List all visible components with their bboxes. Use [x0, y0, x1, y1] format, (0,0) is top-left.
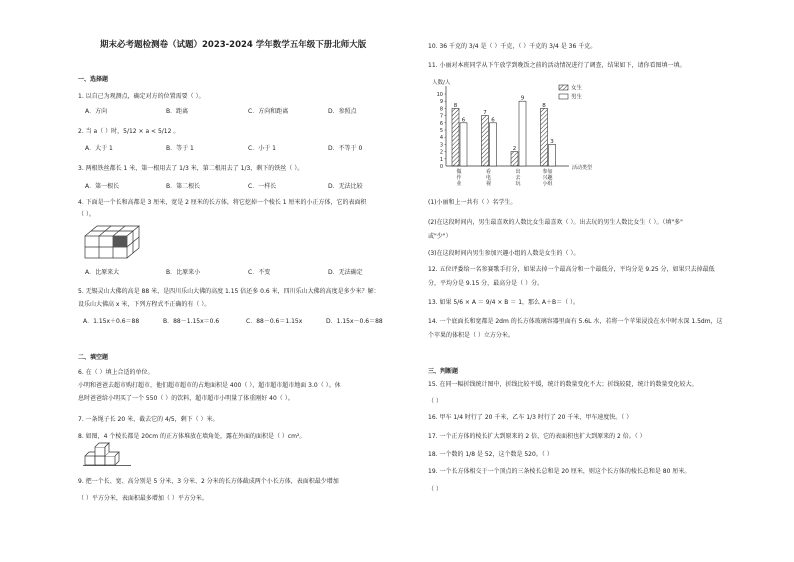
- question-1: 1. 以自己为观测点，确定对方的位置需要（ ）。: [78, 93, 205, 100]
- q2-option-c: C．小于 1: [248, 145, 276, 152]
- bar-value-label: 8: [453, 102, 458, 109]
- q1-option-a: A．方向: [85, 108, 108, 115]
- question-10: 10. 36 千克的 3/4 是（ ）千克，（ ）千克的 3/4 是 36 千克。: [428, 43, 597, 50]
- section-fill-heading: 二、填空题: [78, 354, 109, 361]
- q2-option-b: B．等于 1: [166, 145, 194, 152]
- q1-option-d: D．参照点: [328, 108, 357, 115]
- bar-girls: [511, 152, 518, 166]
- question-16: 16. 甲车 1/4 时行了 20 千米，乙车 1/3 时行了 20 千米，甲车速度快。（ ）: [428, 414, 633, 421]
- question-5-line2: 设乐山大佛高 x 米，下列方程式不正确的有（ ）。: [78, 301, 211, 308]
- question-18: 18. 一个数的 1/8 是 52，这个数是 520。（ ）: [428, 451, 553, 458]
- bar-girls: [452, 108, 459, 166]
- y-tick-label: 7: [439, 113, 443, 120]
- question-8: 8. 如图，4 个棱长都是 20cm 的正方体堆放在墙角处，露在外面的面积是（ ）cm²。: [78, 433, 306, 440]
- question-2: 2. 当 a（ ）时，5/12 × a < 5/12 。: [78, 128, 180, 135]
- bar-value-label: 6: [491, 117, 495, 124]
- q1-option-c: C．方向和距离: [248, 108, 289, 115]
- question-12-line1: 12. 五位评委给一名参赛歌手打分，如果去掉一个最高分和一个最低分，平均分是 9.25 分，如果只去掉最低: [428, 266, 715, 273]
- question-11-part3: (3)在这段时间内男生参加兴趣小组的人数是女生的（ ）。: [428, 250, 580, 257]
- section-judge-heading: 三、判断题: [428, 368, 459, 375]
- y-tick-label: 5: [439, 128, 443, 134]
- question-9-line1: 9. 把一个长、宽、高分别是 5 分米，3 分米、2 分米的长方体截成两个小长方体，表面积最少增加: [78, 478, 339, 485]
- x-tick-label: 业: [456, 181, 462, 187]
- y-tick-label: 0: [439, 164, 443, 170]
- y-tick-label: 3: [439, 142, 443, 149]
- y-tick-label: 8: [439, 106, 443, 113]
- legend-label: 女生: [571, 85, 583, 92]
- cubes-figure: [83, 442, 135, 466]
- question-6-line2: 息时爸爸给小明买了一个 550（ ）的饮料，超市超市小明量了体重刚好 40（ ）。: [78, 395, 294, 402]
- bar-boys: [549, 144, 556, 166]
- question-11: 11. 小丽对本班同学从下午放学到晚饭之前的活动情况进行了调查，结果如下，请你看图填一填。: [428, 62, 686, 69]
- bar-value-label: 8: [542, 102, 546, 109]
- x-axis-label: 活动类型: [572, 165, 593, 171]
- q1-option-b: B．距离: [166, 108, 189, 115]
- question-13: 13. 如果 5/6 × A ＝ 9/4 × B ＝ 1，那么 A＋B＝（ ）。: [428, 299, 580, 306]
- bar-value-label: 3: [550, 138, 554, 145]
- legend-label: 男生: [571, 94, 583, 101]
- x-tick-label: 视: [485, 181, 492, 187]
- q3-option-d: D．无法比较: [328, 183, 363, 190]
- bar-value-label: 9: [520, 95, 525, 102]
- question-11-part1: (1)小丽和上一共有（ ）名学生。: [428, 199, 517, 206]
- question-19-line1: 19. 一个长方体相交于一个顶点的三条棱长总和是 20 厘米，则这个长方体的棱长总和是 80 厘米。: [428, 468, 691, 475]
- question-9-line2: （ ）平方分米，表面积最多增加（ ）平方分米。: [78, 495, 208, 502]
- question-4-line2: （ ）。: [78, 211, 95, 218]
- bar-girls: [482, 116, 489, 166]
- q3-option-c: C．一样长: [248, 183, 277, 190]
- question-17: 17. 一个正方体的棱长扩大到原来的 2 倍，它的表面积也扩大到原来的 2 倍。（ ）: [428, 433, 646, 440]
- x-tick-label: 作: [456, 175, 462, 181]
- question-14-line2: 个苹果的体积是（ ）立方分米。: [428, 332, 514, 339]
- x-tick-label: 出: [515, 169, 521, 175]
- cuboid-figure: [83, 224, 143, 260]
- y-tick-label: 4: [439, 135, 443, 142]
- bar-boys: [460, 123, 467, 166]
- q4-option-c: C．不变: [248, 269, 271, 276]
- q3-option-a: A．第一根长: [85, 183, 120, 190]
- question-6-line1: 小明和爸爸去超市购打超市，他们超市超市的占地面积是 400（ ），超市超市超市地面 3.0（ ）。休: [78, 382, 341, 389]
- q4-option-b: B．比原来小: [166, 269, 201, 276]
- x-tick-label: 小组: [542, 181, 553, 187]
- question-12-line2: 分，平均分是 9.15 分，最高分是（ ）分。: [428, 280, 544, 287]
- x-tick-label: 去: [515, 175, 521, 181]
- q2-option-d: D．不等于 0: [328, 145, 363, 152]
- q5-option-d: D．1.15x－0.6＝88: [326, 318, 383, 325]
- page-title: 期末必考题检测卷（试题）2023-2024 学年数学五年级下册北师大版: [100, 40, 367, 50]
- question-5-line1: 5. 无锡灵山大佛的高是 88 米，是四川乐山大佛的高度 1.15 倍还多 0.6 米，四川乐山大佛的高度是多少米？解：: [78, 288, 380, 295]
- bar-value-label: 7: [483, 110, 487, 117]
- y-axis-label: 人数/人: [432, 80, 451, 86]
- x-tick-label: 兴趣: [542, 175, 553, 181]
- question-11-part2-line1: (2)在这段时间内，男生最喜欢的人数比女生最喜欢（ ）。出去玩的男生人数比女生（ ）。（填"多": [428, 219, 683, 226]
- legend-swatch: [559, 85, 568, 90]
- section-choice-heading: 一、选择题: [78, 76, 109, 83]
- legend-swatch: [559, 94, 568, 99]
- question-3: 3. 两根铁丝都长 1 米，第一根用去了 1/3 米，第二根用去了 1/3，剩下的铁丝（ ）。: [78, 165, 304, 172]
- x-tick-label: 电: [485, 175, 492, 181]
- question-15-line1: 15. 在同一幅折线统计图中，折线比较平缓，统计的数量变化不大；折线较陡，统计的数量变化较大。: [428, 381, 698, 388]
- y-tick-label: 9: [439, 99, 443, 106]
- question-4-line1: 4. 下面是一个长和高都是 3 厘米，宽是 2 厘米的长方体，将它挖掉一个棱长 1 厘米的小正方体，它的表面积: [78, 199, 367, 206]
- bar-value-label: 2: [512, 146, 517, 153]
- question-14-line1: 14. 一个底面长和宽都是 2dm 的长方体玻璃容器里面有 5.6L 水，若将一个苹果浸没在水中时水深 1.5dm，这: [428, 318, 723, 325]
- right-column: [428, 0, 768, 562]
- question-11-part2-line2: 或"少"）: [428, 233, 452, 240]
- q4-option-a: A．比原来大: [85, 269, 120, 276]
- question-19-line2: （ ）: [428, 486, 442, 493]
- y-tick-label: 6: [439, 120, 443, 127]
- bar-girls: [541, 108, 548, 166]
- question-7: 7. 一条绳子长 20 米，截去它的 4/5，剩下（ ）米。: [78, 416, 219, 423]
- q5-option-c: C．88－0.6＝1.15x: [246, 318, 303, 325]
- bar-boys: [519, 101, 526, 166]
- bar-boys: [490, 123, 497, 166]
- left-column: [78, 0, 408, 562]
- question-15-line2: （ ）: [428, 398, 442, 405]
- x-tick-label: 做: [456, 169, 462, 175]
- x-tick-label: 玩: [515, 181, 521, 187]
- x-tick-label: 参加: [542, 169, 553, 175]
- q5-option-a: A．1.15x＋0.6＝88: [83, 318, 140, 325]
- y-tick-label: 10: [436, 92, 443, 98]
- activity-bar-chart: [428, 76, 603, 191]
- bar-value-label: 6: [461, 117, 466, 124]
- q3-option-b: B．第二根长: [166, 183, 201, 190]
- question-6: 6. 在（ ）填上合适的单位。: [78, 369, 154, 376]
- q5-option-b: B．88－1.15x＝0.6: [163, 318, 220, 325]
- q2-option-a: A．大于 1: [85, 145, 113, 152]
- y-tick-label: 2: [439, 149, 443, 156]
- y-tick-label: 1: [439, 156, 443, 163]
- q4-option-d: D．无法确定: [328, 269, 363, 276]
- x-tick-label: 看: [485, 169, 492, 175]
